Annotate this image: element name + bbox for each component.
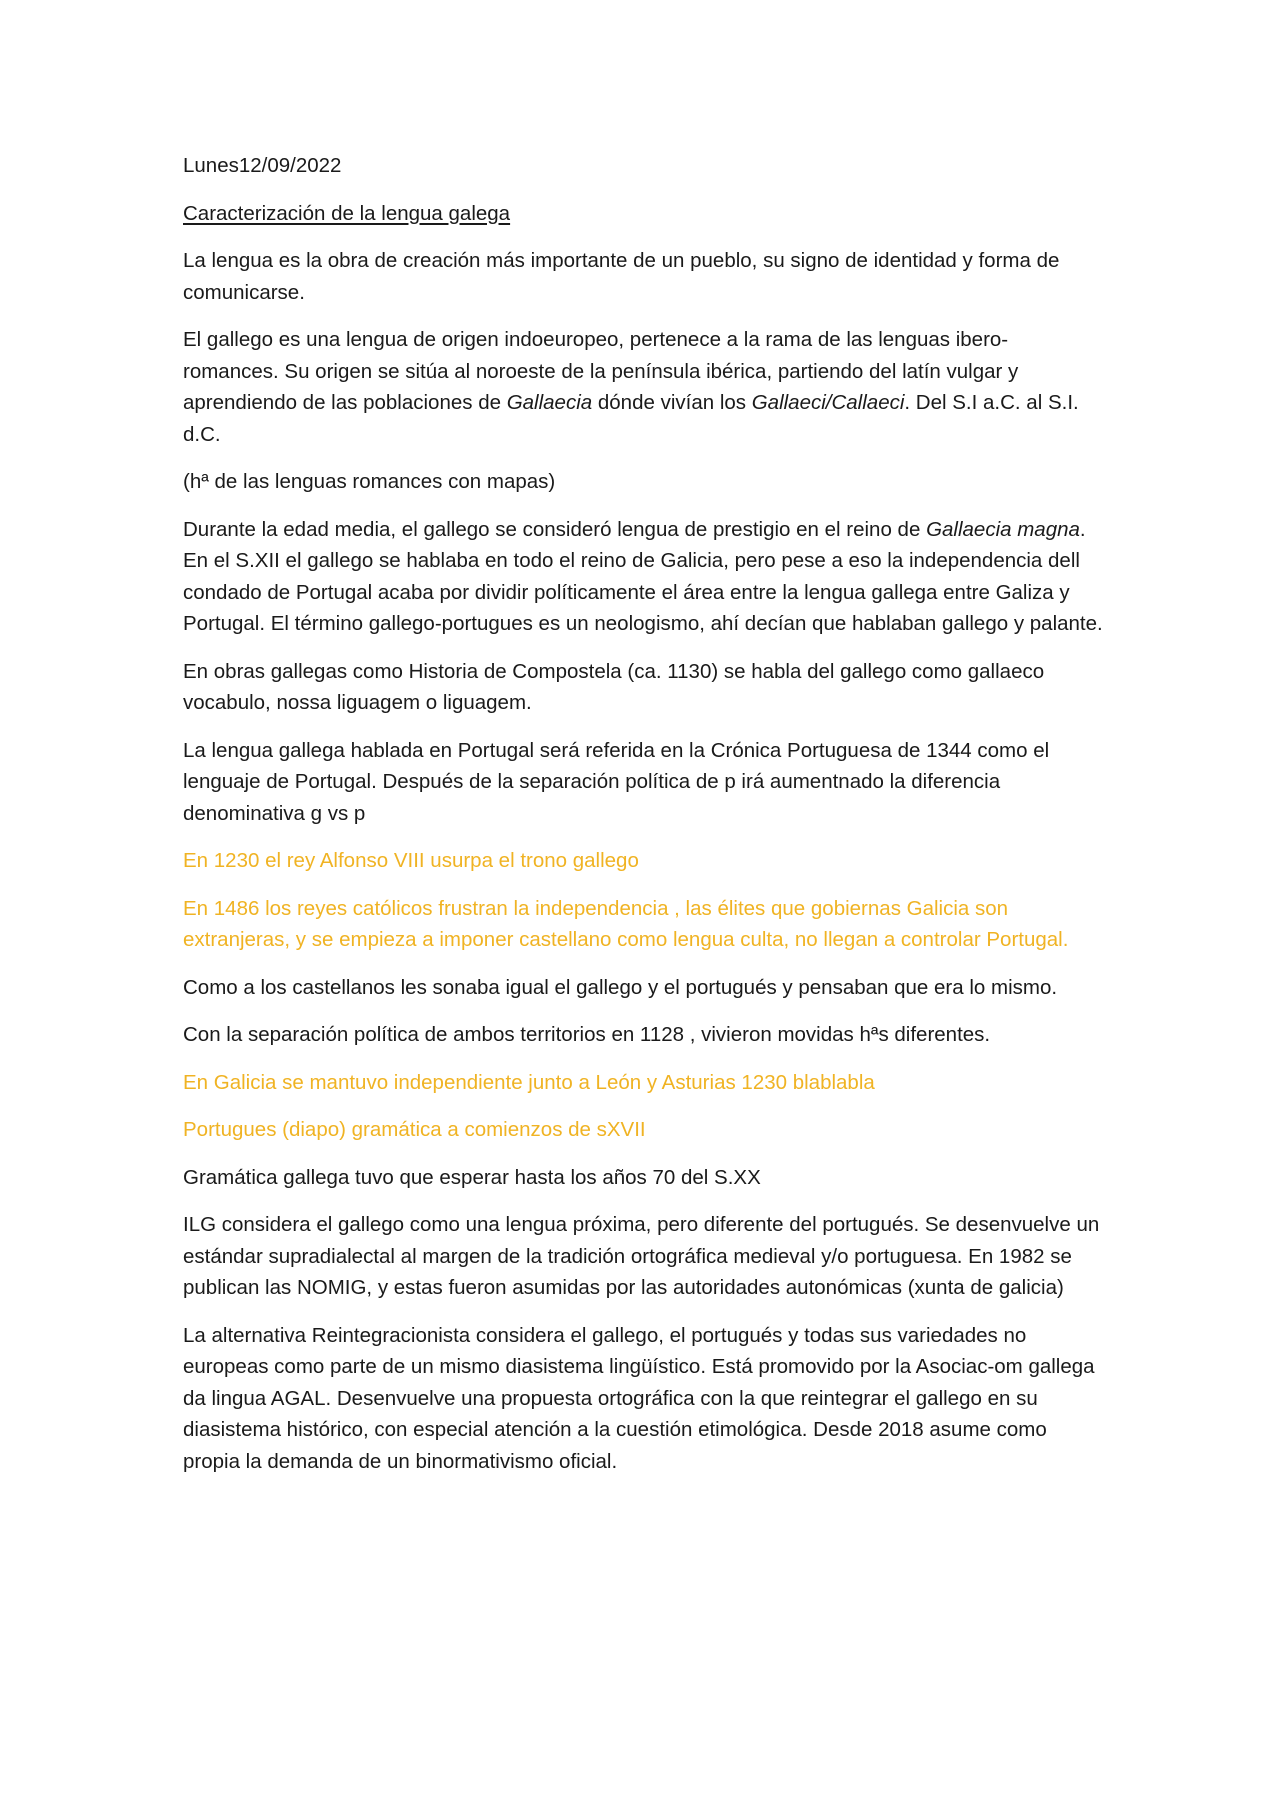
highlighted-paragraph: En 1230 el rey Alfonso VIII usurpa el trono gallego xyxy=(183,849,639,872)
document-page xyxy=(183,150,1103,1493)
paragraph-reintegracionista: La alternativa Reintegracionista considera el gallego, el portugués y todas sus variedades no europeas como parte de un mismo diasistema lingüístico. Está promovido por la Asociac-om gallega da lingua AGAL. Desenvuelve una propuesta ortográfica con la que reintegrar el gallego en su diasistema histórico, con especial atención a la cuestión etimológica. Desde 2018 asume como propia la demanda de un binormativismo oficial. xyxy=(183,1323,1095,1473)
text-run: . En el S.XII el gallego se hablaba en todo el reino de Galicia, pero pese a eso la independencia dell condado de Portugal acaba por dividir políticamente el área entre la lengua gallega entre Galiza y Portugal. El término gallego-portugues es un neologismo, ahí decían que hablaban gallego y palante. xyxy=(183,517,1103,635)
paragraph-ilg: ILG considera el gallego como una lengua próxima, pero diferente del portugués. Se desenvuelve un estándar supradialectal al margen de la tradición ortográfica medieval y/o portuguesa. En 1982 se publican las NOMIG, y estas fueron asumidas por las autoridades autonómicas (xunta de galicia) xyxy=(183,1213,1100,1299)
italic-term: Gallaeci/Callaeci xyxy=(751,391,905,414)
highlighted-paragraph: En Galicia se mantuvo independiente junto a León y Asturias 1230 blablabla xyxy=(183,1070,875,1094)
text-run: El gallego es una lengua de origen indoeuropeo, pertenece a la rama de las lenguas ibero-romances. Su origen se sitúa al noroeste de la península ibérica, partiendo del latín vulgar y aprendiendo de las poblaciones de xyxy=(183,328,1019,414)
highlighted-paragraph: Portugues (diapo) gramática a comienzos de sXVII xyxy=(183,1118,646,1141)
paragraph-separacion: Con la separación política de ambos territorios en 1128 , vivieron movidas hªs diferentes. xyxy=(183,1023,991,1046)
italic-term: Gallaecia magna xyxy=(926,517,1080,541)
paragraph-note: (hª de las lenguas romances con mapas) xyxy=(183,470,556,493)
paragraph-gramatica: Gramática gallega tuvo que esperar hasta los años 70 del S.XX xyxy=(183,1165,761,1189)
date-line: Lunes12/09/2022 xyxy=(183,154,342,177)
text-run: Durante la edad media, el gallego se consideró lengua de prestigio en el reino de xyxy=(183,517,927,541)
paragraph-middle-ages xyxy=(183,514,1103,640)
paragraph-intro: La lengua es la obra de creación más importante de un pueblo, su signo de identidad y forma de comunicarse. xyxy=(183,249,1060,304)
italic-term: Gallaecia xyxy=(506,391,593,414)
paragraph-cronica: La lengua gallega hablada en Portugal será referida en la Crónica Portuguesa de 1344 como el lenguaje de Portugal. Después de la separación política de p irá aumentnado la diferencia denominativa g vs p xyxy=(183,738,1050,825)
text-run: . Del S.I a.C. al S.I. d.C. xyxy=(183,391,1079,446)
paragraph-castellanos: Como a los castellanos les sonaba igual el gallego y el portugués y pensaban que era lo mismo. xyxy=(183,975,1058,999)
paragraph-origin xyxy=(183,324,1103,450)
highlighted-paragraph: En 1486 los reyes católicos frustran la independencia , las élites que gobiernas Galicia son extranjeras, y se empieza a imponer castellano como lengua culta, no llegan a controlar Portugal. xyxy=(183,896,1069,951)
paragraph-compostela: En obras gallegas como Historia de Compostela (ca. 1130) se habla del gallego como gallaeco vocabulo, nossa liguagem o liguagem. xyxy=(183,659,1045,714)
text-run: dónde vivían los xyxy=(592,391,752,414)
document-title: Caracterización de la lengua galega xyxy=(183,201,511,225)
